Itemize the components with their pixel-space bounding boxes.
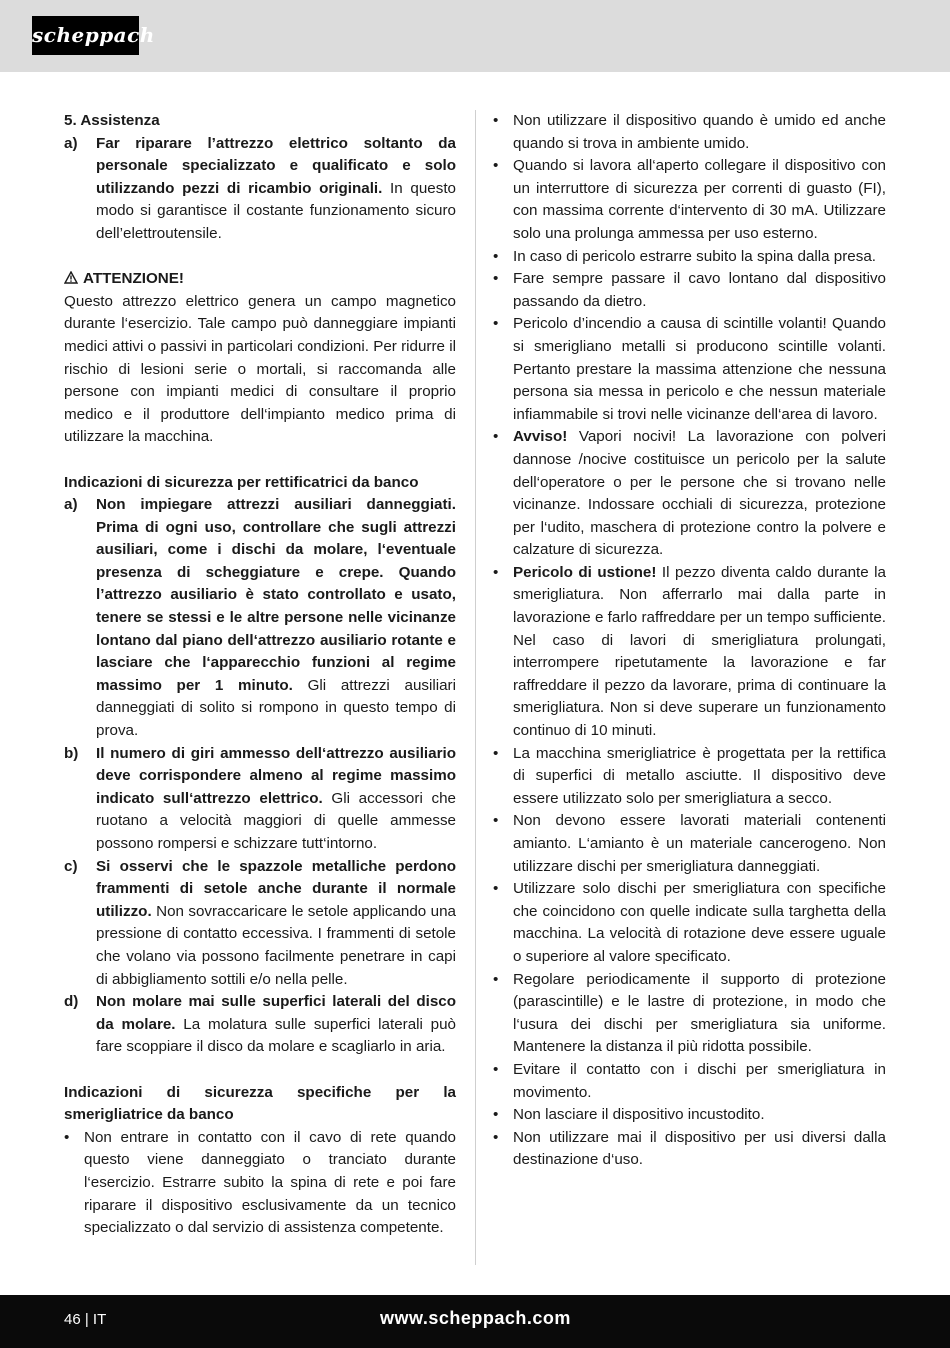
- bullet-text: [513, 1127, 886, 1172]
- bullet-body: Non utilizzare il dispositivo quando è umido ed anche quando si trova in ambiente umido.: [513, 112, 886, 152]
- bullet-item: [493, 1104, 886, 1127]
- item-text: [96, 494, 456, 743]
- bullet-text: [513, 1104, 886, 1127]
- column-divider: [475, 110, 476, 1265]
- item-text: [96, 743, 456, 856]
- item-text: [96, 991, 456, 1059]
- bullet-dot: •: [64, 1128, 70, 1146]
- bullet-dot: •: [493, 1060, 499, 1078]
- item-label: b): [64, 744, 79, 762]
- page-footer: [0, 1295, 950, 1348]
- right-bullets-list: [493, 110, 886, 1172]
- bullet-dot: •: [493, 247, 499, 265]
- item-body: Non sovraccaricare le setole applicando una pressione di contatto eccessiva. I frammenti di setole che volano via possono facilmente penetrare in capi di abbigliamento sottili e/o nella pelle.: [96, 902, 456, 988]
- bullet-dot: •: [493, 812, 499, 830]
- bullet-text: [513, 155, 886, 245]
- bullet-item: [493, 562, 886, 743]
- safety-section-title: Indicazioni di sicurezza per rettificatrici da banco: [64, 473, 419, 491]
- bullet-body: Utilizzare solo dischi per smerigliatura con specifiche che coincidono con quelle indicate sulla targhetta della macchina. La velocità di rotazione deve essere uguale o superiore al valore specificato.: [513, 880, 886, 965]
- item-label: d): [64, 993, 79, 1011]
- bullet-dot: •: [493, 428, 499, 446]
- specific-bullets-list: [64, 1127, 456, 1240]
- bullet-item: [493, 313, 886, 426]
- bullet-text: [513, 810, 886, 878]
- bullet-dot: •: [493, 1128, 499, 1146]
- bullet-dot: •: [493, 112, 499, 129]
- bullet-body: Il pezzo diventa caldo durante la smerigliatura. Non afferrarlo mai dalla parte in lavorazione e farlo raffreddare per un tempo sufficiente. Nel caso di lavori di smerigliatura prolungati, interrompere ripetutamente la lavorazione e far raffreddare il pezzo da lavorare, prima di continuare la smerigliatura. Non si deve superare un funzionamento continuo di 10 minuti.: [513, 563, 886, 740]
- page-number: 46 | IT: [64, 1311, 107, 1328]
- bullet-text: [513, 969, 886, 1059]
- bullet-text: [513, 426, 886, 562]
- bullet-text: [513, 743, 886, 811]
- bullet-body: Fare sempre passare il cavo lontano dal dispositivo passando da dietro.: [513, 270, 886, 310]
- bullet-item: [493, 268, 886, 313]
- bullet-bold: Pericolo di ustione!: [513, 563, 657, 581]
- item-text: [96, 856, 456, 992]
- bullet-bold: Avviso!: [513, 428, 568, 446]
- item-body: La molatura sulle superfici laterali può fare scoppiare il disco da molare e scagliarlo in aria.: [96, 1015, 457, 1056]
- bullet-body: Non lasciare il dispositivo incustodito.: [513, 1106, 765, 1124]
- warning-triangle-icon: [64, 271, 78, 284]
- bullet-body: Pericolo d’incendio a causa di scintille volanti! Quando si smerigliano metalli si producono scintille volanti. Pertanto prestare la massima attenzione che nessuna persona sia messa in pericolo e che nessun materiale infiammabile si trovi nelle vicinanze dell‘area di lavoro.: [513, 315, 886, 423]
- item-body: Gli accessori che ruotano a velocità maggiori di quelle ammesse possono rompersi e schizzare tutt‘intorno.: [96, 789, 457, 852]
- bullet-body: Quando si lavora all‘aperto collegare il dispositivo con un interruttore di sicurezza per correnti di guasto (FI), con massima corrente d‘intervento di 30 mA. Utilizzare solo una prolunga ammessa per uso esterno.: [513, 157, 886, 242]
- bullet-text: [513, 268, 886, 313]
- bullet-text: Non entrare in contatto con il cavo di rete quando questo viene danneggiato o tranciato durante l‘esercizio. Estrarre subito la spina di rete e poi fare riparare il dispositivo esclusivamente da un tecnico specializzato o dal servizio di assistenza competente.: [84, 1128, 456, 1237]
- item-body: Gli attrezzi ausiliari danneggiati di solito si rompono in questo tempo di prova.: [96, 676, 456, 740]
- bullet-item: [493, 110, 886, 155]
- bullet-text: [513, 110, 886, 155]
- bullet-body: La macchina smerigliatrice è progettata per la rettifica di superfici di metallo asciutte. Il dispositivo deve essere utilizzato solo per smerigliatura a secco.: [513, 744, 886, 807]
- warning-title: [64, 268, 456, 291]
- bullet-dot: •: [493, 270, 499, 288]
- bullet-dot: •: [493, 970, 499, 988]
- warning-title-text: ATTENZIONE!: [83, 270, 184, 288]
- bullet-item: [493, 1127, 886, 1172]
- bullet-item: [64, 1127, 456, 1240]
- item-label: c): [64, 857, 78, 875]
- item-label: a): [64, 496, 78, 514]
- warning-text: Questo attrezzo elettrico genera un campo magnetico durante l‘esercizio. Tale campo può danneggiare impianti medici attivi o passivi in particolari condizioni. Per ridurre il rischio di lesioni serie o mortali, si raccomanda alle persone con impianti medici di consultare il proprio medico e il produttore dell‘impianto medico prima di utilizzare la macchina.: [64, 292, 456, 446]
- bullet-text: [513, 878, 886, 968]
- bullet-item: [493, 743, 886, 811]
- bullet-body: In caso di pericolo estrarre subito la spina dalla presa.: [513, 247, 877, 265]
- bullet-text: [513, 313, 886, 426]
- bullet-item: [493, 246, 886, 269]
- bullet-item: [493, 1059, 886, 1104]
- safety-item: [64, 991, 456, 1059]
- item-bold: Si osservi che le spazzole metalliche perdono frammenti di setole anche durante il normale utilizzo.: [96, 857, 456, 920]
- bullet-body: Non utilizzare mai il dispositivo per usi diversi dalla destinazione d‘uso.: [513, 1128, 886, 1169]
- bullet-body: Vapori nocivi! La lavorazione con polveri dannose /nocive costituisce un pericolo per la salute dell‘operatore o per le persone che si trovano nelle vicinanze. Indossare occhiali di sicurezza, protezione per l‘udito, maschera di protezione contro la polvere e calzature di sicurezza.: [513, 428, 886, 559]
- bullet-text: [513, 246, 886, 269]
- safety-item: [64, 743, 456, 856]
- safety-item: [64, 856, 456, 992]
- safety-item: [64, 494, 456, 743]
- bullet-dot: •: [493, 563, 499, 581]
- bullet-dot: •: [493, 880, 499, 898]
- left-column: [64, 110, 456, 1240]
- bullet-body: Non devono essere lavorati materiali contenenti amianto. L‘amianto è un materiale cancerogeno. Non utilizzare dischi per smerigliatura danneggiati.: [513, 812, 886, 875]
- right-column: [493, 110, 886, 1172]
- bullet-item: [493, 155, 886, 245]
- item-bold: Non molare mai sulle superfici laterali del disco da molare.: [96, 993, 456, 1033]
- bullet-text: [513, 1059, 886, 1104]
- bullet-item: [493, 969, 886, 1059]
- specific-section-title: Indicazioni di sicurezza specifiche per la smerigliatrice da banco: [64, 1083, 456, 1124]
- bullet-dot: •: [493, 315, 499, 333]
- bullet-item: [493, 426, 886, 562]
- bullet-item: [493, 810, 886, 878]
- brand-logo: scheppach: [32, 16, 139, 55]
- page-header: [0, 0, 950, 72]
- item-bold: Il numero di giri ammesso dell‘attrezzo ausiliario deve corrispondere almeno al regime massimo indicato sull‘attrezzo elettrico.: [96, 744, 456, 807]
- item-bold: Far riparare l’attrezzo elettrico soltanto da personale specializzato e qualificato e solo utilizzando pezzi di ricambio originali.: [96, 134, 456, 197]
- bullet-item: [493, 878, 886, 968]
- item-body: In questo modo si garantisce il costante funzionamento sicuro dell’elettroutensile.: [96, 179, 456, 242]
- website-link[interactable]: www.scheppach.com: [380, 1308, 571, 1328]
- item-bold: Non impiegare attrezzi ausiliari danneggiati. Prima di ogni uso, controllare che sugli attrezzi ausiliari, come i dischi da molare, l‘eventuale presenza di scheggiature e crepe. Quando l’attrezzo ausiliario è stato controllato e usato, tenere se stessi e le altre persone nelle vicinanze lontano dal piano dell‘attrezzo ausiliario rotante e lasciare che l‘apparecchio funzioni al regime massimo per 1 minuto.: [96, 496, 456, 694]
- bullet-dot: •: [493, 744, 499, 762]
- bullet-body: Evitare il contatto con i dischi per smerigliatura in movimento.: [513, 1060, 886, 1101]
- item-label: a): [64, 134, 78, 152]
- bullet-dot: •: [493, 1106, 499, 1124]
- section-5-item-a: [64, 133, 456, 246]
- safety-items-list: [64, 494, 456, 1059]
- bullet-body: Regolare periodicamente il supporto di protezione (parascintille) e le lastre di protezione, in modo che l‘usura dei dischi per smerigliatura sia uniforme. Mantenere la distanza il più ridotta possibile.: [513, 970, 886, 1056]
- item-text: [96, 133, 456, 246]
- bullet-text: [513, 562, 886, 743]
- bullet-dot: •: [493, 157, 499, 175]
- section-5-title: 5. Assistenza: [64, 112, 160, 129]
